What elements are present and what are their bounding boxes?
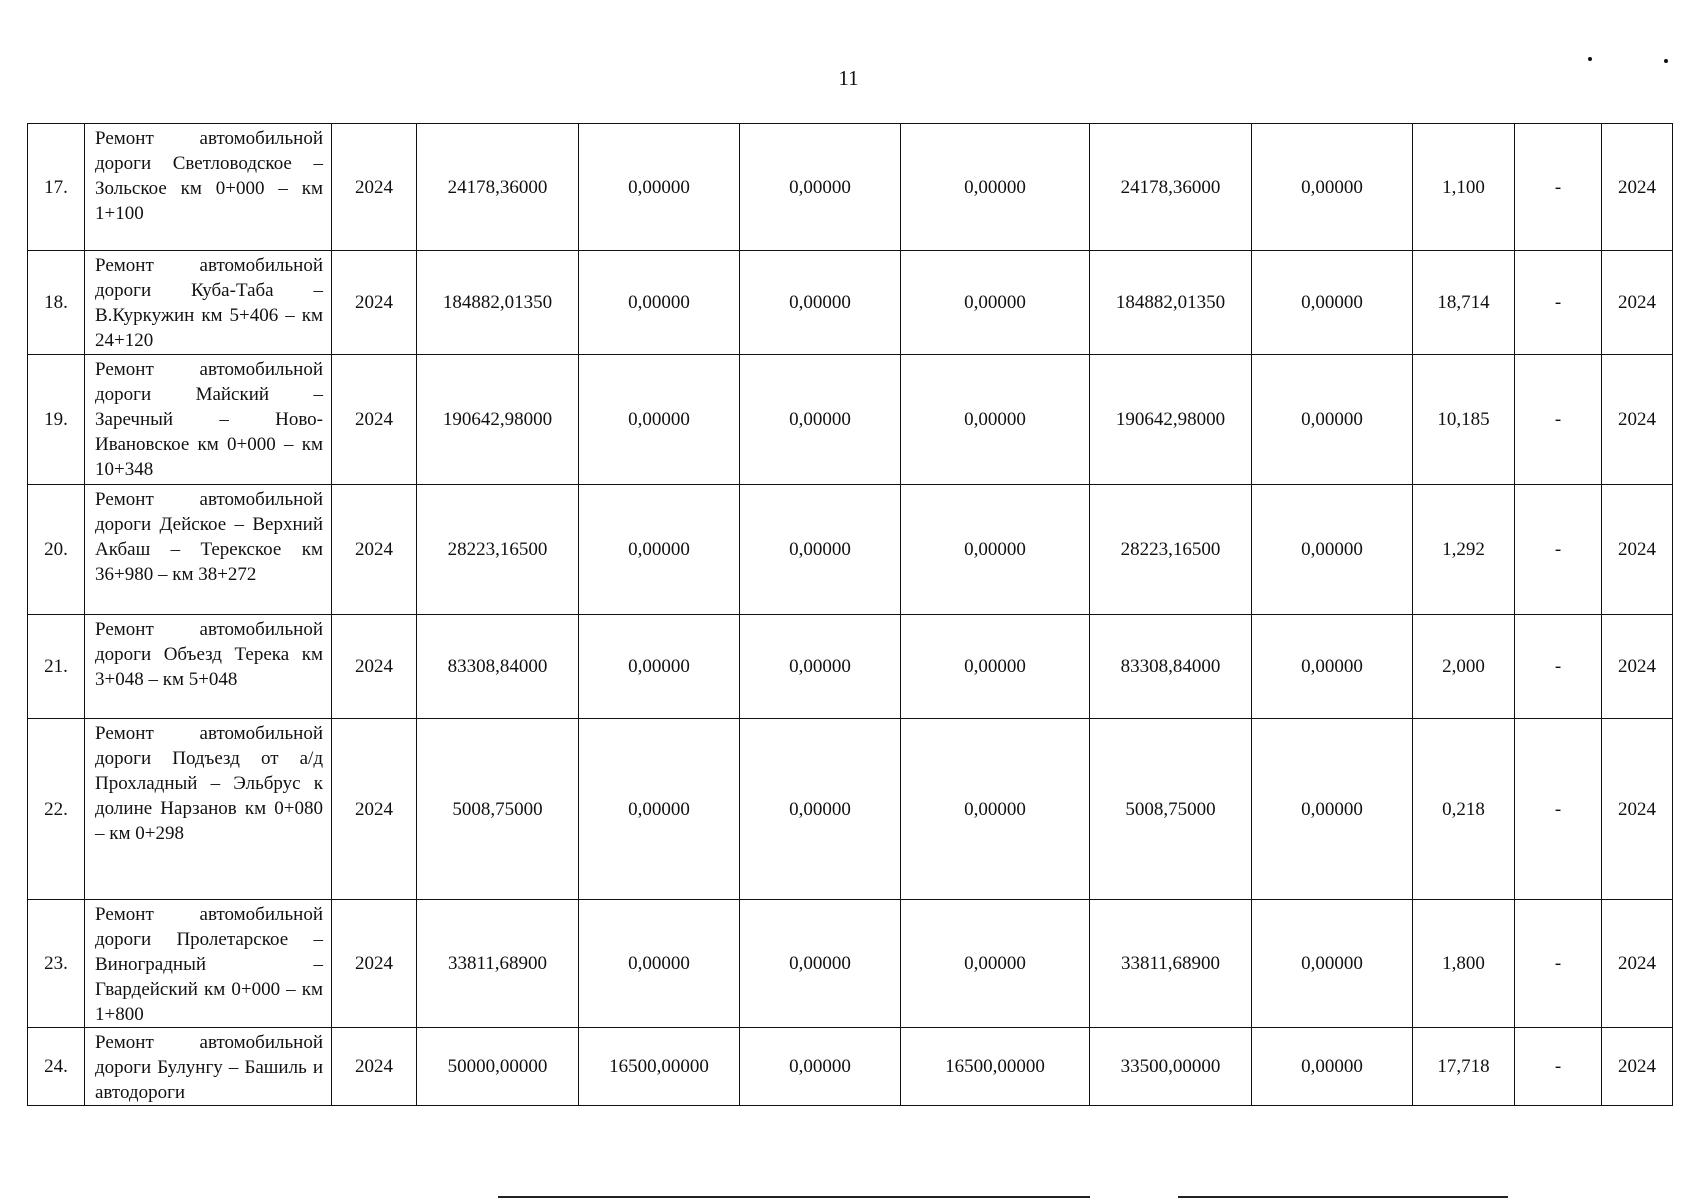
funding-cell: 0,00000 [740, 719, 901, 900]
dash-cell: - [1515, 124, 1602, 251]
total-cost-cell: 50000,00000 [417, 1028, 579, 1106]
end-year-cell: 2024 [1602, 1028, 1673, 1106]
scan-mark [1588, 57, 1592, 61]
dash-cell: - [1515, 355, 1602, 485]
funding-cell: 33500,00000 [1090, 1028, 1252, 1106]
funding-cell: 33811,68900 [1090, 900, 1252, 1028]
funding-cell: 0,00000 [1252, 485, 1413, 615]
funding-cell: 0,00000 [901, 485, 1090, 615]
bottom-rule [498, 1196, 1090, 1198]
total-cost-cell: 28223,16500 [417, 485, 579, 615]
funding-cell: 24178,36000 [1090, 124, 1252, 251]
length-cell: 0,218 [1413, 719, 1515, 900]
funding-cell: 0,00000 [740, 1028, 901, 1106]
end-year-cell: 2024 [1602, 719, 1673, 900]
road-name-cell: Ремонт автомобильной дороги Булунгу – Башиль и автодороги [85, 1028, 332, 1106]
row-number-cell: 21. [28, 615, 85, 719]
dash-cell: - [1515, 251, 1602, 355]
funding-cell: 28223,16500 [1090, 485, 1252, 615]
end-year-cell: 2024 [1602, 485, 1673, 615]
end-year-cell: 2024 [1602, 124, 1673, 251]
funding-cell: 0,00000 [1252, 900, 1413, 1028]
funding-cell: 0,00000 [740, 900, 901, 1028]
funding-cell: 0,00000 [579, 719, 740, 900]
end-year-cell: 2024 [1602, 355, 1673, 485]
road-repair-table [27, 123, 1673, 1106]
table-row [28, 355, 1673, 485]
funding-cell: 0,00000 [901, 251, 1090, 355]
road-name-cell: Ремонт автомобильной дороги Пролетарское – Виноградный – Гвардейский км 0+000 – км 1+800 [85, 900, 332, 1028]
funding-cell: 0,00000 [740, 355, 901, 485]
scan-mark [1664, 59, 1668, 63]
year-cell: 2024 [332, 251, 417, 355]
total-cost-cell: 24178,36000 [417, 124, 579, 251]
funding-cell: 0,00000 [1252, 1028, 1413, 1106]
table-row [28, 124, 1673, 251]
funding-cell: 0,00000 [901, 900, 1090, 1028]
row-number-cell: 24. [28, 1028, 85, 1106]
funding-cell: 0,00000 [579, 124, 740, 251]
end-year-cell: 2024 [1602, 251, 1673, 355]
bottom-rule [1178, 1196, 1508, 1198]
road-name-cell: Ремонт автомобильной дороги Куба-Таба – В.Куркужин км 5+406 – км 24+120 [85, 251, 332, 355]
row-number-cell: 23. [28, 900, 85, 1028]
table-row [28, 485, 1673, 615]
funding-cell: 0,00000 [579, 485, 740, 615]
table-row [28, 900, 1673, 1028]
length-cell: 1,800 [1413, 900, 1515, 1028]
length-cell: 10,185 [1413, 355, 1515, 485]
length-cell: 2,000 [1413, 615, 1515, 719]
road-name-cell: Ремонт автомобильной дороги Объезд Терека км 3+048 – км 5+048 [85, 615, 332, 719]
dash-cell: - [1515, 1028, 1602, 1106]
year-cell: 2024 [332, 124, 417, 251]
funding-cell: 0,00000 [579, 615, 740, 719]
row-number-cell: 18. [28, 251, 85, 355]
row-number-cell: 19. [28, 355, 85, 485]
total-cost-cell: 5008,75000 [417, 719, 579, 900]
total-cost-cell: 33811,68900 [417, 900, 579, 1028]
funding-cell: 0,00000 [901, 124, 1090, 251]
year-cell: 2024 [332, 719, 417, 900]
funding-cell: 0,00000 [901, 355, 1090, 485]
year-cell: 2024 [332, 355, 417, 485]
total-cost-cell: 83308,84000 [417, 615, 579, 719]
road-name-cell: Ремонт автомобильной дороги Светловодское – Зольское км 0+000 – км 1+100 [85, 124, 332, 251]
length-cell: 17,718 [1413, 1028, 1515, 1106]
year-cell: 2024 [332, 615, 417, 719]
road-name-cell: Ремонт автомобильной дороги Дейское – Верхний Акбаш – Терекское км 36+980 – км 38+272 [85, 485, 332, 615]
end-year-cell: 2024 [1602, 900, 1673, 1028]
funding-cell: 0,00000 [1252, 719, 1413, 900]
funding-cell: 0,00000 [740, 124, 901, 251]
year-cell: 2024 [332, 900, 417, 1028]
funding-cell: 0,00000 [579, 900, 740, 1028]
funding-cell: 16500,00000 [901, 1028, 1090, 1106]
dash-cell: - [1515, 719, 1602, 900]
year-cell: 2024 [332, 1028, 417, 1106]
dash-cell: - [1515, 485, 1602, 615]
funding-cell: 5008,75000 [1090, 719, 1252, 900]
funding-cell: 0,00000 [579, 355, 740, 485]
road-name-cell: Ремонт автомобильной дороги Майский – Заречный – Ново-Ивановское км 0+000 – км 10+348 [85, 355, 332, 485]
funding-cell: 190642,98000 [1090, 355, 1252, 485]
table-row [28, 1028, 1673, 1106]
funding-cell: 0,00000 [579, 251, 740, 355]
length-cell: 1,100 [1413, 124, 1515, 251]
dash-cell: - [1515, 900, 1602, 1028]
funding-cell: 83308,84000 [1090, 615, 1252, 719]
funding-cell: 0,00000 [740, 251, 901, 355]
row-number-cell: 22. [28, 719, 85, 900]
total-cost-cell: 190642,98000 [417, 355, 579, 485]
funding-cell: 0,00000 [1252, 615, 1413, 719]
funding-cell: 0,00000 [901, 719, 1090, 900]
funding-cell: 16500,00000 [579, 1028, 740, 1106]
funding-cell: 0,00000 [740, 615, 901, 719]
total-cost-cell: 184882,01350 [417, 251, 579, 355]
end-year-cell: 2024 [1602, 615, 1673, 719]
funding-cell: 0,00000 [1252, 124, 1413, 251]
funding-cell: 0,00000 [901, 615, 1090, 719]
length-cell: 18,714 [1413, 251, 1515, 355]
table-row [28, 719, 1673, 900]
table-row [28, 615, 1673, 719]
page-number: 11 [838, 66, 859, 90]
year-cell: 2024 [332, 485, 417, 615]
table-row [28, 251, 1673, 355]
funding-cell: 0,00000 [1252, 251, 1413, 355]
length-cell: 1,292 [1413, 485, 1515, 615]
road-name-cell: Ремонт автомобильной дороги Подъезд от а/д Прохладный – Эльбрус к долине Нарзанов км 0+080 – км 0+298 [85, 719, 332, 900]
row-number-cell: 17. [28, 124, 85, 251]
row-number-cell: 20. [28, 485, 85, 615]
dash-cell: - [1515, 615, 1602, 719]
funding-cell: 0,00000 [1252, 355, 1413, 485]
funding-cell: 0,00000 [740, 485, 901, 615]
funding-cell: 184882,01350 [1090, 251, 1252, 355]
